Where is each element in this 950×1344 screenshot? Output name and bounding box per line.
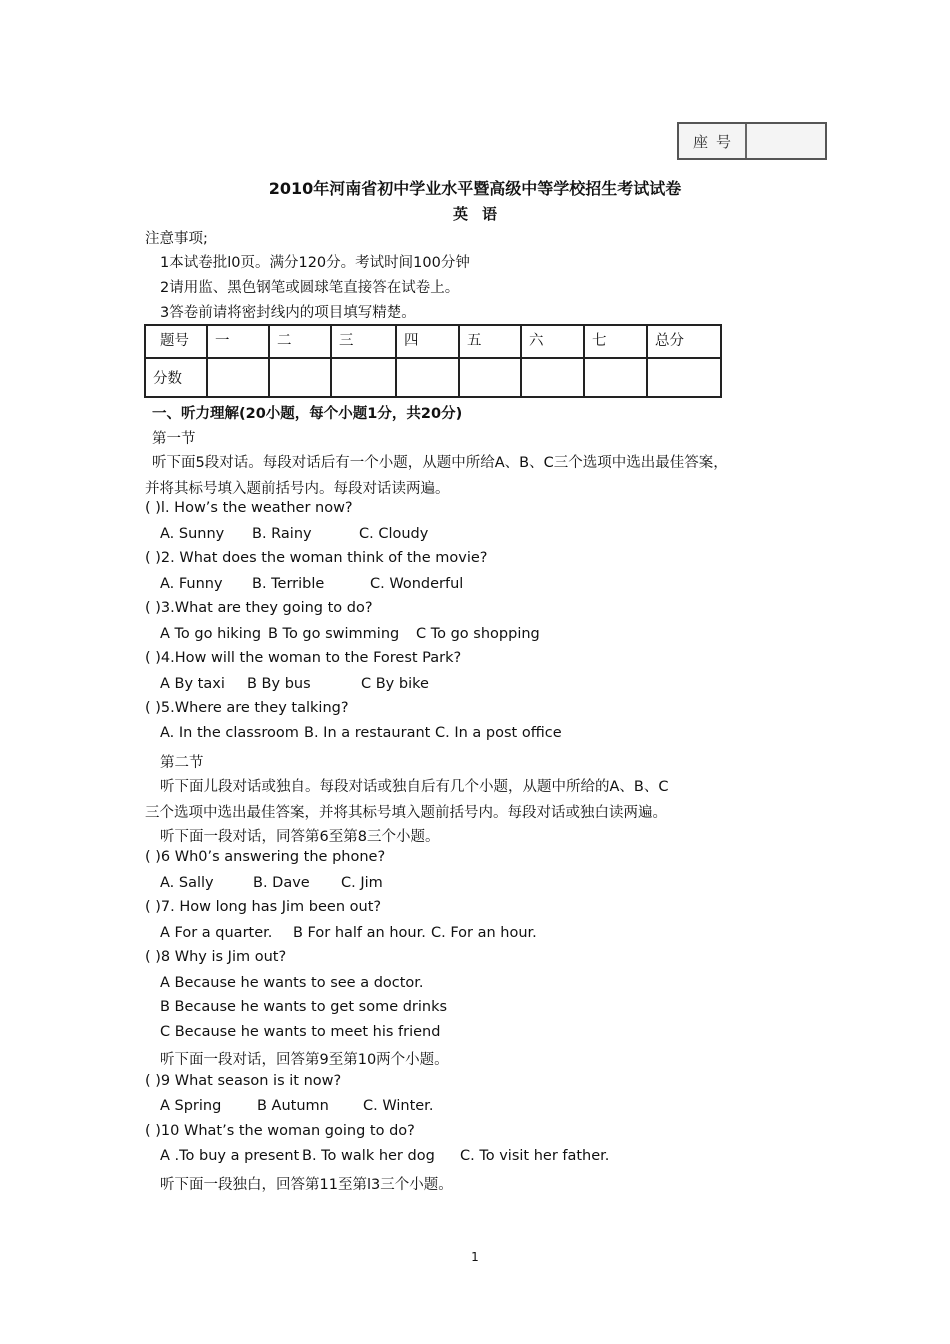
score-table-score-row [145,358,721,397]
question-stem: ( )8 Why is Jim out? [145,949,287,965]
question-stem: ( )4.How will the woman to the Forest Park? [145,650,462,666]
group-instruction: 听下面一段对话，回答第9至第10两个小题。 [160,1052,449,1068]
question-option: B. In a restaurant [304,725,431,741]
question-option: C To go shopping [416,626,540,642]
question-option: B. Rainy [252,526,312,542]
question-option: C. Jim [341,875,383,891]
section-heading: 一、听力理解(20小题，每个小题1分，共20分) [152,406,463,422]
question-option: B For half an hour. [293,925,426,941]
question-option: A For a quarter. [160,925,273,941]
question-option: A. In the classroom [160,725,299,741]
question-option: B Because he wants to get some drinks [160,999,448,1015]
question-stem: ( )2. What does the woman think of the movie? [145,550,488,566]
question-option: B. To walk her dog [302,1148,435,1164]
page-number: 1 [471,1250,479,1264]
question-option: A. Funny [160,576,223,592]
score-table-header: 题号 [145,325,207,358]
question-option: C. In a post office [435,725,562,741]
score-table-header: 七 [584,325,647,358]
notes-item: 3答卷前请将密封线内的项目填写精楚。 [160,305,416,321]
score-cell[interactable] [269,358,331,397]
score-table-header: 六 [521,325,584,358]
group-instruction: 听下面一段对话，同答第6至第8三个小题。 [160,829,440,845]
score-table-header: 一 [207,325,269,358]
score-cell[interactable] [584,358,647,397]
part-title: 第二节 [160,755,204,771]
score-table [144,324,722,398]
question-option: B To go swimming [268,626,400,642]
question-option: A. Sally [160,875,214,891]
question-option: A. Sunny [160,526,225,542]
exam-subject: 英语 [452,205,511,223]
score-table-header-row [145,325,721,358]
exam-title: 2010年河南省初中学业水平暨高级中等学校招生考试试卷 [268,179,682,198]
score-cell[interactable] [207,358,269,397]
score-cell[interactable] [647,358,721,397]
question-option: B By bus [247,676,311,692]
score-table-header: 四 [396,325,459,358]
question-stem: ( )3.What are they going to do? [145,600,373,616]
group-instruction: 听下面一段独白，回答第11至第l3三个小题。 [160,1177,453,1193]
score-cell[interactable] [521,358,584,397]
score-row-label: 分数 [145,358,207,397]
seat-number-label: 座号 [679,124,747,158]
score-cell[interactable] [396,358,459,397]
question-stem: ( )7. How long has Jim been out? [145,899,382,915]
question-stem: ( )10 What’s the woman going to do? [145,1123,415,1139]
question-option: A Because he wants to see a doctor. [160,975,424,991]
part-instruction: 并将其标号填入题前括号内。每段对话读两遍。 [145,481,450,497]
question-option: C. To visit her father. [460,1148,610,1164]
question-option: C. Cloudy [359,526,429,542]
part-title: 第一节 [152,431,196,447]
seat-number-box [677,122,827,160]
question-option: C. For an hour. [431,925,537,941]
question-option: A By taxi [160,676,225,692]
score-table-header: 总分 [647,325,721,358]
seat-number-field[interactable] [747,124,825,158]
score-table-header: 二 [269,325,331,358]
question-option: B Autumn [257,1098,329,1114]
part-instruction: 听下面5段对话。每段对话后有一个小题，从题中所给A、B、C三个选项中选出最佳答案， [152,455,728,471]
question-option: A Spring [160,1098,222,1114]
question-stem: ( )9 What season is it now? [145,1073,342,1089]
score-table-header: 五 [459,325,521,358]
question-stem: ( )l. How’s the weather now? [145,500,353,516]
question-option: B. Terrible [252,576,325,592]
part-instruction: 听下面儿段对话或独自。每段对话或独自后有几个小题，从题中所给的A、B、C [160,779,669,795]
question-option: C. Wonderful [370,576,464,592]
question-option: A To go hiking [160,626,262,642]
question-stem: ( )5.Where are they talking? [145,700,349,716]
question-option: C Because he wants to meet his friend [160,1024,441,1040]
question-option: A .To buy a present [160,1148,300,1164]
notes-item: 1本试卷批l0页。满分120分。考试时间100分钟 [160,255,470,271]
score-cell[interactable] [459,358,521,397]
notes-item: 2请用监、黑色钢笔或圆球笔直接答在试卷上。 [160,280,460,296]
score-table-header: 三 [331,325,396,358]
question-option: B. Dave [253,875,310,891]
part-instruction: 三个选项中选出最佳答案，并将其标号填入题前括号内。每段对话或独白读两遍。 [145,805,667,821]
question-option: C. Winter. [363,1098,434,1114]
question-stem: ( )6 Wh0’s answering the phone? [145,849,386,865]
notes-heading: 注意事项; [145,231,208,247]
question-option: C By bike [361,676,429,692]
score-cell[interactable] [331,358,396,397]
